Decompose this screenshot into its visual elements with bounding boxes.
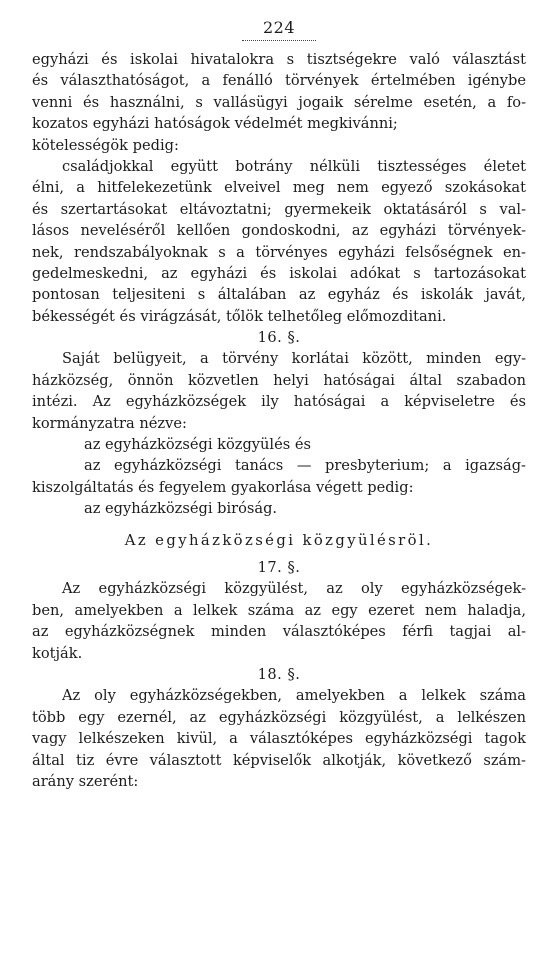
list-item: az egyházközségi közgyülés és — [84, 436, 311, 454]
document-page — [32, 18, 526, 792]
text-line: kozatos egyházi hatóságok védelmét megkivánni; — [32, 115, 398, 133]
text-line: által tiz évre választott képviselők alkotják, következő szám- — [32, 751, 526, 769]
text-line: nek, rendszabályoknak s a törvényes egyházi felsőségnek en- — [32, 243, 526, 261]
text-line: családjokkal együtt botrány nélküli tisztességes életet — [62, 157, 526, 175]
text-line: békességét és virágzását, tőlök telhetőleg előmozditani. — [32, 307, 447, 325]
text-line: kiszolgáltatás és fegyelem gyakorlása végett pedig: — [32, 478, 414, 496]
text-line: ben, amelyekben a lelkek száma az egy ezeret nem haladja, — [32, 601, 526, 619]
text-line: lásos neveléséről kellően gondoskodni, az egyházi törvények- — [32, 222, 526, 240]
duties-paragraph — [32, 156, 526, 327]
text-line: és választhatóságot, a fenálló törvények értelmében igénybe — [32, 72, 526, 90]
text-line: Az egyházközségi közgyülést, az oly egyházközségek- — [62, 580, 526, 598]
text-line: gedelmeskedni, az egyházi és iskolai adókat s tartozásokat — [32, 264, 526, 282]
text-line: élni, a hitfelekezetünk elveivel meg nem egyező szokásokat — [32, 179, 526, 197]
text-line: Az oly egyházközségekben, amelyekben a lelkek száma — [62, 687, 526, 705]
header-rule — [242, 40, 316, 41]
list-item: az egyházközségi biróság. — [84, 500, 278, 518]
text-line: intézi. Az egyházközségek ily hatóságai a képviseletre és — [32, 393, 526, 411]
section-18-number: 18. §. — [257, 665, 301, 683]
section-17-body — [32, 578, 526, 664]
text-line: házközség, önnön közvetlen helyi hatóságai által szabadon — [32, 371, 526, 389]
text-line: kotják. — [32, 644, 83, 662]
duties-label: kötelességök pedig: — [32, 136, 179, 154]
text-line: az egyházközségnek minden választóképes férfi tagjai al- — [32, 623, 526, 641]
text-line: pontosan teljesiteni s általában az egyház és iskolák javát, — [32, 286, 526, 304]
text-line: több egy ezernél, az egyházközségi közgyülést, a lelkészen — [32, 708, 526, 726]
section-heading: Az egyházközségi közgyülésröl. — [124, 531, 434, 549]
section-17-number: 17. §. — [257, 558, 301, 576]
text-line: és szertartásokat eltávoztatni; gyermekeik oktatásáról s val- — [32, 200, 526, 218]
text-line: kormányzatra nézve: — [32, 414, 187, 432]
section-16-number: 16. §. — [257, 329, 301, 347]
text-line: Saját belügyeit, a törvény korlátai között, minden egy- — [62, 350, 526, 368]
text-line: egyházi és iskolai hivatalokra s tisztségekre való választást — [32, 51, 526, 68]
text-line: venni és használni, s vallásügyi jogaik sérelme esetén, a fo- — [32, 93, 526, 111]
section-16-body — [32, 348, 526, 519]
text-line: vagy lelkészeken kivül, a választóképes egyházközségi tagok — [32, 730, 526, 748]
intro-paragraph — [32, 49, 526, 135]
page-number: 224 — [262, 18, 296, 37]
list-item: az egyházközségi tanács — presbyterium; a igazság- — [84, 457, 526, 475]
section-18-body — [32, 685, 526, 792]
text-line: arány szerént: — [32, 772, 139, 790]
